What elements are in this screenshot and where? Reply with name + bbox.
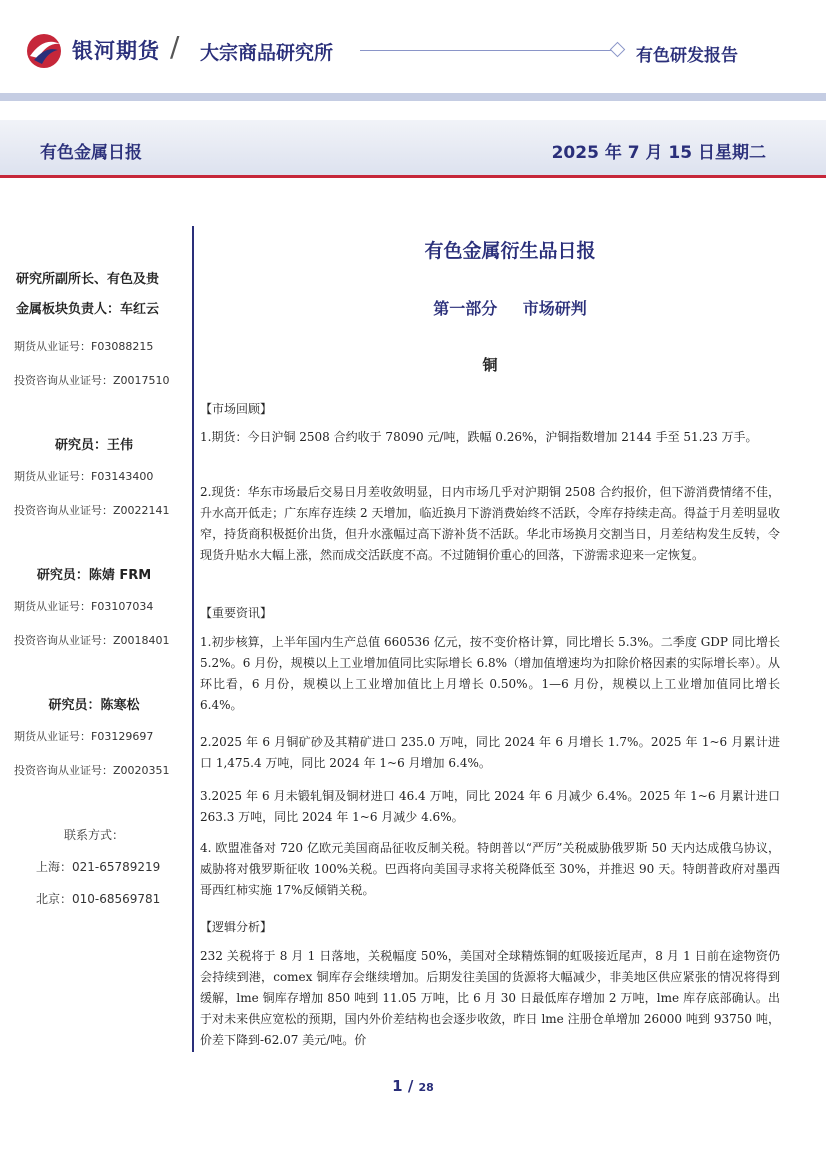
report-date: 2025 年 7 月 15 日星期二 — [551, 143, 766, 163]
page-separator: / — [402, 1077, 419, 1095]
part-label: 第一部分 — [433, 299, 498, 318]
section-heading: 【市场回顾】 — [200, 402, 273, 416]
sidebar-divider — [192, 226, 194, 1052]
paragraph: 1.期货：今日沪铜 2508 合约收于 78090 元/吨，跌幅 0.26%，沪铜指数增加 2144 手至 51.23 万手。 — [200, 430, 758, 444]
paragraph: 232 关税将于 8 月 1 日落地，关税幅度 50%，美国对全球精炼铜的虹吸接近尾声，8 月 1 日前在途物资仍会持续到港，comex 铜库存会继续增加。后期发往美国的货源将大幅减少，非美地区供应紧张的情况将得到缓解，lme 铜库存增加 850 吨到 11.05 万吨，比 6 月 30 日最低库存增加 2 万吨，lme 库存底部确认。出于对未来供应宽松的预期，国内外价差结构也会逐步收敛，昨日 lme 注册仓单增加 26000 吨到 93750 吨，价差下降到-62.07 美元/吨。价 — [200, 949, 780, 1047]
paragraph: 1.初步核算，上半年国内生产总值 660536 亿元，按不变价格计算，同比增长 5.3%。二季度 GDP 同比增长 5.2%。6 月份，规模以上工业增加值同比实际增长 6.8%（增加值增速均为扣除价格因素的实际增长率）。从环比看，6 月份，规模以上工业增加值比上月增长 0.50%。1—6 月份，规模以上工业增加值同比增长 6.4%。 — [200, 635, 780, 712]
author-role: 研究员：王伟 — [54, 438, 133, 453]
contact-heading: 联系方式： — [63, 828, 124, 842]
advisory-cert: 投资咨询从业证号：Z0020351 — [14, 764, 170, 777]
report-title: 有色金属日报 — [40, 143, 142, 163]
diamond-icon — [610, 42, 626, 58]
header-divider — [360, 50, 612, 51]
futures-cert: 期货从业证号：F03107034 — [14, 600, 154, 613]
metal-heading: 铜 — [482, 356, 498, 374]
author-role: 研究员：陈寒松 — [48, 698, 140, 713]
institute-name: 大宗商品研究所 — [200, 42, 334, 64]
author-role: 金属板块负责人：车红云 — [16, 302, 160, 317]
page-number — [0, 1076, 826, 1095]
page-header — [0, 0, 826, 98]
total-pages: 28 — [418, 1081, 434, 1094]
company-name: 银河期货 — [72, 39, 160, 63]
section-heading: 【逻辑分析】 — [200, 920, 273, 934]
paragraph: 2.2025 年 6 月铜矿砂及其精矿进口 235.0 万吨，同比 2024 年 6 月增长 1.7%。2025 年 1~6 月累计进口 1,475.4 万吨，同比 2024 年 1~6 月增加 6.4%。 — [200, 735, 780, 770]
contact-beijing: 北京：010-68569781 — [36, 892, 161, 906]
part-name: 市场研判 — [522, 299, 587, 318]
paragraph: 3.2025 年 6 月未锻轧铜及铜材进口 46.4 万吨，同比 2024 年 6 月减少 6.4%。2025 年 1~6 月累计进口 263.3 万吨，同比 2024 年 1~6 月减少 4.6%。 — [200, 789, 780, 824]
current-page: 1 — [392, 1077, 403, 1095]
futures-cert: 期货从业证号：F03129697 — [14, 730, 154, 743]
futures-cert: 期货从业证号：F03088215 — [14, 340, 154, 353]
advisory-cert: 投资咨询从业证号：Z0022141 — [14, 504, 170, 517]
advisory-cert: 投资咨询从业证号：Z0018401 — [14, 634, 170, 647]
section-heading: 【重要资讯】 — [200, 606, 273, 620]
title-band-rule — [0, 175, 826, 178]
report-type: 有色研发报告 — [636, 46, 738, 66]
main-title: 有色金属衍生品日报 — [424, 240, 596, 262]
part-heading — [200, 296, 820, 319]
header-slash: / — [170, 30, 180, 63]
contact-shanghai: 上海：021-65789219 — [36, 860, 161, 874]
galaxy-logo-icon — [24, 32, 64, 70]
futures-cert: 期货从业证号：F03143400 — [14, 470, 154, 483]
advisory-cert: 投资咨询从业证号：Z0017510 — [14, 374, 170, 387]
paragraph: 2.现货：华东市场最后交易日月差收敛明显，日内市场几乎对沪期铜 2508 合约报价，但下游消费情绪不佳，升水高开低走；广东库存连续 2 天增加，临近换月下游消费始终不活跃，令库存持续走高。得益于月差明显收窄，持货商积极挺价出货，但升水涨幅过高下游补货不活跃。华北市场换月交割当日，月差结构发生反转，令现货升贴水大幅上涨，然而成交活跃度不高。不过随铜价重心的回落，下游需求迎来一定恢复。 — [200, 485, 780, 562]
paragraph: 4. 欧盟准备对 720 亿欧元美国商品征收反制关税。特朗普以“严厉”关税威胁俄罗斯 50 天内达成俄乌协议，威胁将对俄罗斯征收 100%关税。巴西将向美国寻求将关税降低至 30%，并推迟 90 天。特朗普政府对墨西哥西红柿实施 17%反倾销关税。 — [200, 841, 780, 897]
author-role: 研究所副所长、有色及贵 — [16, 272, 160, 287]
author-role: 研究员：陈婧 FRM — [36, 568, 152, 583]
header-band — [0, 93, 826, 101]
